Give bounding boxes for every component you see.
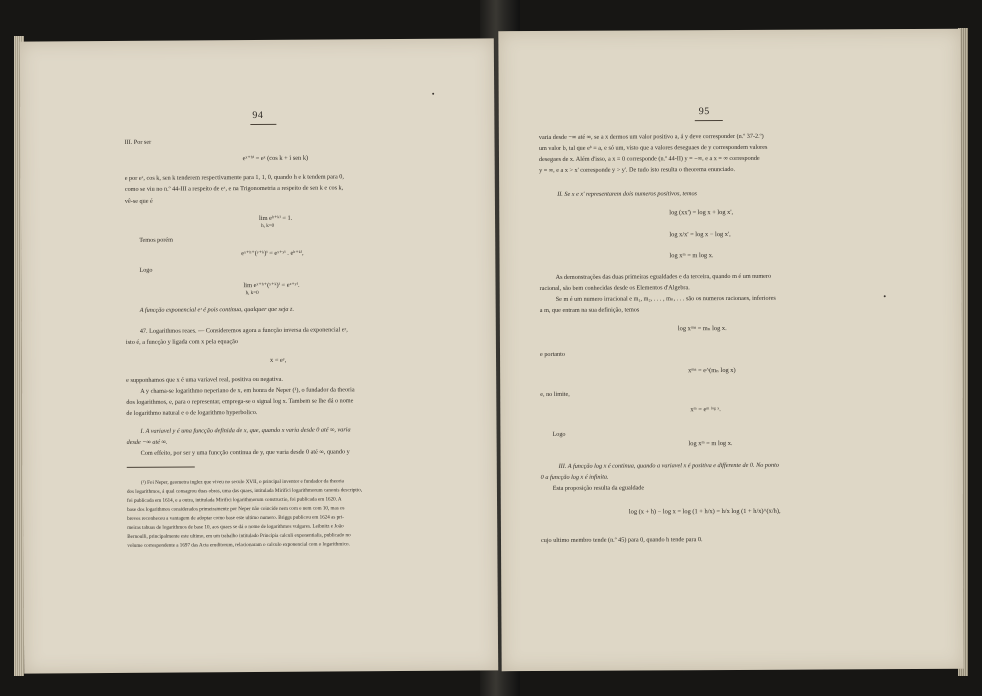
text-line: racional, são bem conhecidas desde os Elementos d'Algebra.: [539, 284, 690, 293]
footnote-line: Bernoulli, principalmente este ultimo, em um trabalho intitulado Principia calculi exponentialis, publicado no: [127, 532, 351, 540]
page-number: 95: [698, 106, 710, 118]
text-line: de logarithmo natural e o de logarithmo hyperbolico.: [126, 409, 258, 417]
equation: eˣ⁺ʰⁱ = eˣ (cos k + i sen k): [242, 154, 309, 163]
footnote-line: foi publicada em 1614, e a outra, intitulada Mirifici logarithmorum constructio, foi publicada em 1620. A: [126, 496, 342, 504]
text-line: 47. Logarithmos reaes. — Consideremos agora a funcção inversa da exponencial eʸ,: [139, 326, 348, 335]
equation: log (xx') = log x + log x',: [669, 208, 734, 217]
equation: log xᵐ = m log x.: [688, 439, 733, 448]
text-line: As demonstrações das duas primeiras egualdades e da terceira, quando m é um numero: [555, 272, 772, 281]
footnote-line: meiras tabuas de logarithmos de base 10, aos quaes se dá o nome de logarithmos vulgares. Leibnitz e João: [127, 523, 344, 531]
equation: xᵐ = eᵐ ˡᵒᵍ ˣ.: [690, 406, 721, 414]
footnote-line: base dos logarithmos considerados primeiramente por Neper não coincide nem com e nem com 10, mas os: [127, 505, 345, 513]
text-line: como se viu no n.º 44-III a respeito de eˣ, e na Trigonometria a respeito de sen k e cos k,: [124, 184, 344, 193]
text-line: III. A funcção log x é continua, quando a variavel x é positiva e differente de 0. No ponto: [558, 461, 779, 470]
text-line: I. A variavel y é uma funcção definida de x, que, quando x varia desde 0 até ∞, varia: [140, 426, 351, 435]
text-line: um valor b, tal que eᵇ = a, e só um, visto que a valores deseguaes de y correspondem valores: [538, 143, 768, 153]
footnote-rule: [127, 466, 195, 467]
text-line: Temos porém: [139, 236, 173, 244]
footnote-line: volume correspondente a 1697 das Acta eruditorum, relacionaram o calculo exponencial com o logarithmico.: [127, 541, 350, 549]
text-line: A y chama-se logarithmo neperiano de x, em honra de Neper (¹), o fundador da theoria: [140, 386, 355, 395]
text-line: Se m é um numero irracional e m₁, m₂, . . . , mₙ, . . . são os numeros racionaes, inferiores: [555, 294, 776, 303]
text-line: Esta proposição resulta da egualdade: [552, 484, 645, 492]
text-line: A funcção exponencial eᶻ é pois continua, qualquer que seja z.: [139, 305, 295, 314]
text-line: Com effeito, por ser y uma funcção continua de y, que varia desde 0 até ∞, quando y: [140, 448, 350, 457]
equation: lim eˣ⁺ʰ⁺(ʸ⁺ᵏ)ⁱ = eˣ⁺ʸⁱ.: [243, 281, 300, 290]
right-page: [498, 29, 963, 671]
left-page: [20, 38, 498, 673]
equation: eˣ⁺ʰ⁺(ʸ⁺ᵏ)ⁱ = eˣ⁺ʸⁱ . eʰ⁺ᵏⁱ,: [241, 249, 304, 258]
text-line: vê-se que é: [124, 197, 153, 205]
equation: log (x + h) − log x = log (1 + h/x) = h/x log (1 + h/x)^(x/h),: [628, 507, 781, 516]
text-line: y = ∞, e a x > x' corresponde y > y'. De tudo isto resulta o theorema enunciado.: [539, 165, 736, 175]
page-number-rule: [695, 120, 723, 121]
page-number: 94: [252, 109, 264, 122]
equation-subscript: h, k=0: [245, 290, 259, 297]
text-line: isto é, a funcção y ligada com x pela equação: [125, 338, 238, 346]
equation-subscript: h, k=0: [261, 222, 275, 229]
text-line: Logo: [552, 430, 566, 438]
equation: xᵐⁿ = e^(mₙ log x): [688, 366, 736, 375]
text-line: e por eˣ, cos k, sen k tenderem respectivamente para 1, 1, 0, quando h e k tendem para 0,: [124, 173, 344, 182]
text-line: desegaes de x. Além d'isso, a x = 0 corresponde (n.º 44-II) y = −∞, e a x = ∞ corresponde: [538, 154, 760, 164]
text-line: 0 a funcção log x é infinita.: [540, 473, 609, 481]
text-line: desde −∞ até ∞.: [126, 438, 168, 446]
equation: lim eʰ⁺ᵏⁱ = 1.: [259, 214, 293, 222]
equation: log xᵐ = m log x.: [669, 252, 714, 260]
text-line: e, no limite,: [540, 390, 570, 398]
speck: [884, 295, 886, 297]
text-line: II. Se x e x' representarem dois numeros positivos, temos: [557, 190, 697, 198]
text-line: a m, que entram na sua definição, temos: [539, 306, 640, 315]
equation: log xᵐⁿ = mₙ log x.: [677, 325, 727, 333]
text-line: varia desde −∞ até ∞, se a x dermos um valor positivo a, á y deve corresponder (n.º 37-2.º): [538, 132, 764, 142]
text-line: e portanto: [540, 350, 565, 358]
footnote-line: breves reconheceu a vantagem de adoptar como base este ultimo numero. Briggs publicou em 1624 as pri-: [127, 514, 344, 522]
page-number-rule: [250, 124, 276, 125]
footnote-line: (¹) Foi Neper, geometra inglez que viveu no seculo XVII, o principal inventor e fundador da theoria: [140, 478, 344, 486]
text-line: cujo ultimo membro tende (n.º 45) para 0, quando h tende para 0.: [540, 536, 703, 544]
speck: [432, 93, 434, 95]
footnote-line: dos logarithmos, á qual consagrou duas obras, uma das quaes, intitulada Mirifici logarithmorum canonis descriptio,: [126, 487, 363, 495]
equation: x = eʸ,: [270, 356, 287, 364]
equation: log x/x' = log x − log x',: [669, 230, 731, 239]
text-line: dos logarithmos, e, para o representar, emprega-se o signal log x. Tambem se lhe dá o nome: [126, 397, 354, 406]
text-line: e supponhamos que x é uma variavel real, positiva ou negativa.: [126, 375, 283, 384]
text-line: III. Por ser: [124, 138, 152, 146]
text-line: Logo: [139, 266, 153, 274]
